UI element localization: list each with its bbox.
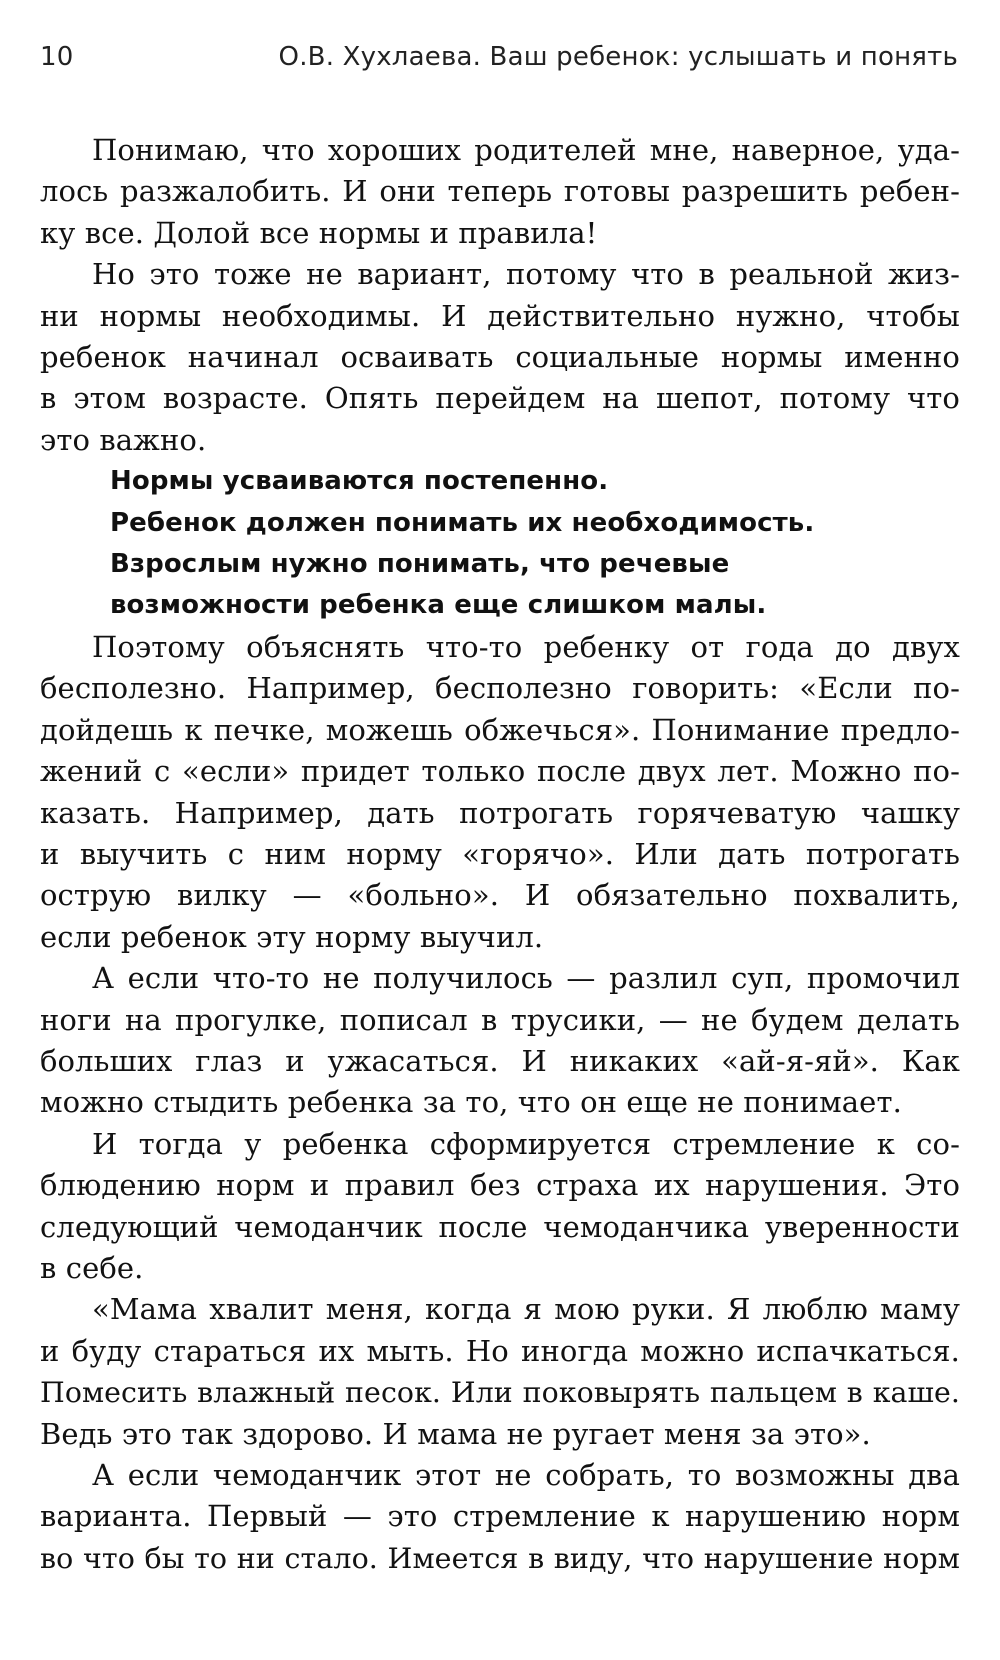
text-line: И тогда у ребенка сформируется стремление к со- [92, 1126, 960, 1161]
text-line: во что бы то ни стало. Имеется в виду, что нарушение норм [40, 1541, 960, 1575]
text-line: ни нормы необходимы. И действительно нужно, чтобы [40, 298, 960, 333]
text-line: больших глаз и ужасаться. И никаких «ай-я-яй». Как [40, 1043, 960, 1078]
text-line: острую вилку — «больно». И обязательно похвалить, [40, 878, 960, 913]
text-line: ребенок начинал осваивать социальные нормы именно [40, 340, 960, 375]
paragraph [40, 254, 960, 461]
running-header [40, 42, 960, 72]
emphasis-line: Взрослым нужно понимать, что речевые [110, 549, 730, 580]
text-line: лось разжалобить. И они теперь готовы разрешить ребен- [40, 174, 960, 209]
paragraph [40, 1124, 960, 1290]
text-line: это важно. [40, 422, 207, 457]
text-line: ку все. Долой все нормы и правила! [40, 215, 598, 250]
text-line: А если чемоданчик этот не собрать, то возможны два [92, 1458, 960, 1492]
text-line: ноги на прогулке, пописал в трусики, — не будем делать [40, 1002, 960, 1037]
paragraph [40, 627, 960, 958]
emphasis-line: Ребенок должен понимать их необходимость. [110, 507, 815, 538]
text-line: Помесить влажный песок. Или поковырять пальцем в каше. [40, 1376, 960, 1410]
running-title: О.В. Хухлаева. Ваш ребенок: услышать и понять [278, 42, 958, 72]
emphasis-block [40, 461, 960, 627]
paragraph [40, 958, 960, 1124]
paragraph [40, 1455, 960, 1579]
text-line: блюдению норм и правил без страха их нарушения. Это [40, 1168, 960, 1203]
text-line: если ребенок эту норму выучил. [40, 919, 544, 954]
text-line: в себе. [40, 1250, 144, 1285]
page-number: 10 [40, 42, 74, 72]
text-line: казать. Например, дать потрогать горячеватую чашку [40, 795, 960, 830]
text-line: А если что-то не получилось — разлил суп, промочил [92, 961, 960, 996]
text-line: в этом возрасте. Опять перейдем на шепот, потому что [40, 381, 960, 416]
text-line: Но это тоже не вариант, потому что в реальной жиз- [92, 257, 960, 292]
emphasis-line: возможности ребенка еще слишком малы. [110, 590, 767, 621]
text-line: можно стыдить ребенка за то, что он еще не понимает. [40, 1085, 902, 1120]
paragraph [40, 130, 960, 254]
quote-paragraph [40, 1289, 960, 1455]
text-line: Поэтому объяснять что-то ребенку от года до двух [92, 629, 960, 664]
text-line: бесполезно. Например, бесполезно говорить: «Если по- [40, 671, 960, 706]
text-line: следующий чемоданчик после чемоданчика уверенности [40, 1209, 960, 1244]
text-line: и буду стараться их мыть. Но иногда можно испачкаться. [40, 1333, 960, 1368]
body-text [40, 130, 960, 1579]
text-line: дойдешь к печке, можешь обжечься». Понимание предло- [40, 712, 960, 747]
text-line: Ведь это так здорово. И мама не ругает меня за это». [40, 1416, 871, 1451]
text-line: жений с «если» придет только после двух лет. Можно по- [40, 754, 960, 789]
text-line: «Мама хвалит меня, когда я мою руки. Я люблю маму [92, 1292, 960, 1327]
text-line: варианта. Первый — это стремление к нарушению норм [40, 1499, 960, 1534]
text-line: и выучить с ним норму «горячо». Или дать потрогать [40, 836, 960, 871]
text-line: Понимаю, что хороших родителей мне, наверное, уда- [92, 133, 960, 167]
emphasis-line: Нормы усваиваются постепенно. [110, 466, 609, 497]
